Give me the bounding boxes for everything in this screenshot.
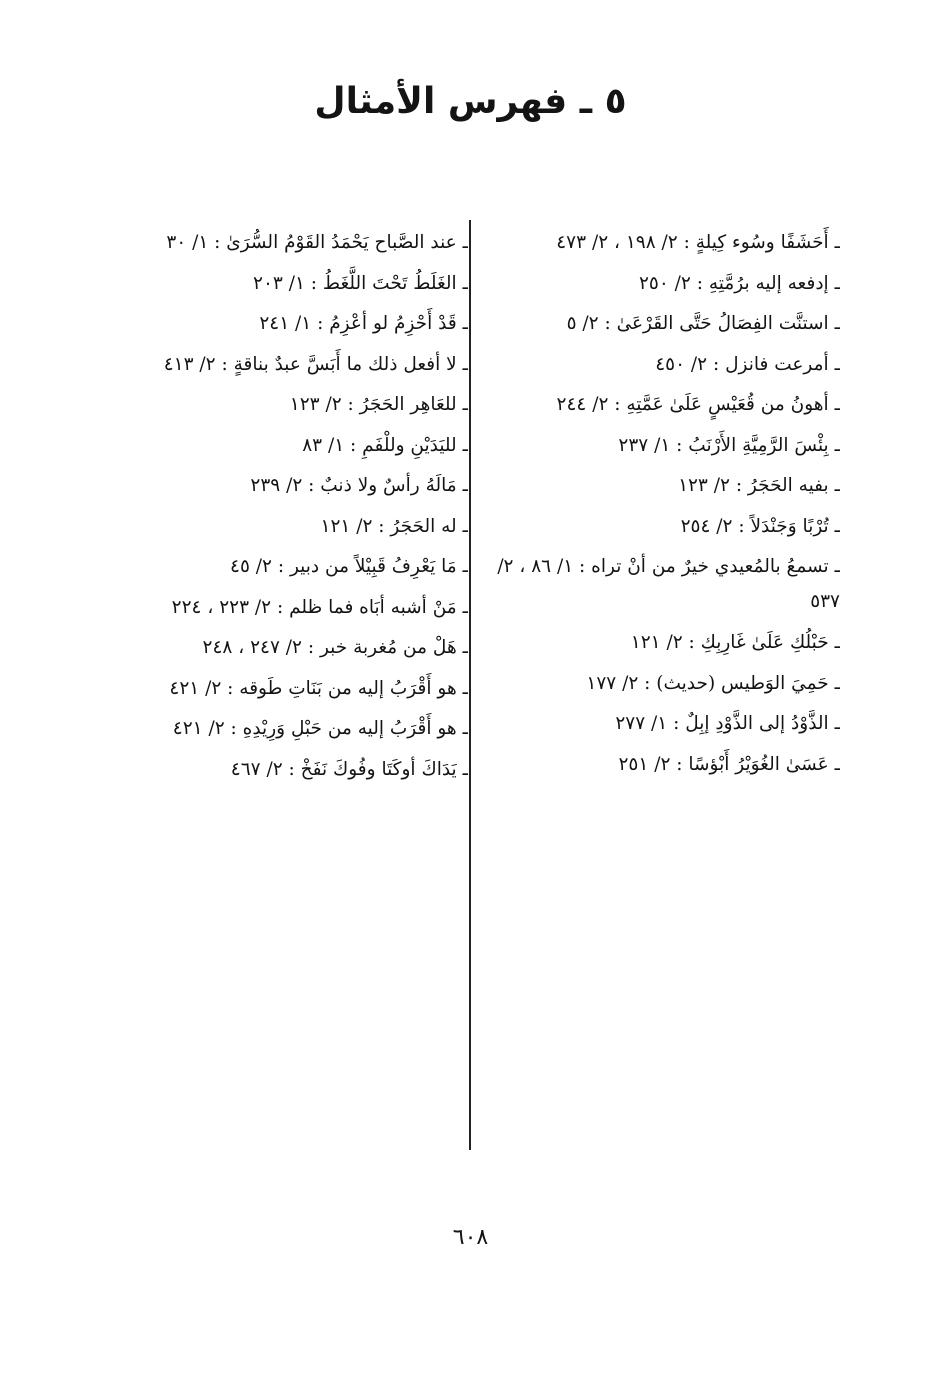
index-entry: ـ حَبْلُكِ عَلَىٰ غَارِبِكِ : ٢/ ١٢١: [630, 632, 840, 653]
index-entry: ـ تُرْبًا وَجَنْدَلاً : ٢/ ٢٥٤: [680, 515, 840, 537]
index-entry: ـ للعَاهِر الحَجَرُ : ٢/ ١٢٣: [289, 394, 468, 415]
index-entry: ـ مَنْ أشبه أبَاه فما ظلم : ٢/ ٢٢٣ ، ٢٢٤: [171, 596, 468, 618]
index-entry: ـ إدفعه إليه برُمَّتِهِ : ٢/ ٢٥٠: [638, 272, 840, 294]
index-entry: ـ عند الصَّباح يَحْمَدُ القَوْمُ السُّرَىٰ : ١/ ٣٠: [166, 232, 468, 253]
index-entry: ـ تسمعُ بالمُعيدي خيرٌ من أنْ تراه : ١/ ٨٦ ، ٢/ ٥٣٧: [497, 556, 840, 612]
index-entry: ـ أَحَشَفًا وسُوء كِيلةٍ : ٢/ ١٩٨ ، ٢/ ٤٧٣: [556, 232, 840, 253]
index-entry: ـ بِئْسَ الرَّمِيَّةِ الأَرْنَبُ : ١/ ٢٣٧: [618, 434, 840, 456]
index-entry: ـ هو أَقْرَبُ إليه من بَنَاتِ طَوقه : ٢/ ٤٢١: [169, 677, 468, 699]
index-column-right: [476, 223, 840, 785]
index-entry: ـ مَا يَعْرِفُ قَبِيْلاً من دبير : ٢/ ٤٥: [230, 556, 468, 577]
index-entry: ـ هو أَقْرَبُ إليه من حَبْلِ وَرِيْدِهِ : ٢/ ٤٢١: [172, 718, 468, 739]
index-entry: ـ هَلْ من مُغربة خبر : ٢/ ٢٤٧ ، ٢٤٨: [202, 637, 468, 658]
index-entry: ـ لا أفعل ذلك ما أَبَسَّ عبدٌ بناقةٍ : ٢/ ٤١٣: [163, 353, 468, 375]
index-entry: ـ له الحَجَرُ : ٢/ ١٢١: [320, 515, 468, 537]
index-entry: ـ بفيه الحَجَرُ : ٢/ ١٢٣: [678, 475, 840, 496]
page-number: ٦٠٨: [452, 1225, 489, 1250]
index-entry: ـ أمرعت فانزل : ٢/ ٤٥٠: [655, 353, 840, 375]
page-title: ٥ ـ فهرس الأمثال: [314, 81, 627, 122]
index-entry: ـ مَالَهُ رأسٌ ولا ذنبٌ : ٢/ ٢٣٩: [250, 475, 468, 496]
index-entry: ـ استنَّت الفِصَالُ حَتَّى القَرْعَىٰ : ٢/ ٥: [566, 313, 840, 334]
index-entry: ـ عَسَىٰ الغُوَيْرُ أَبْؤسًا : ٢/ ٢٥١: [618, 753, 840, 775]
index-entry: ـ أهونُ من قُعَيْسٍ عَلَىٰ عَمَّتِهِ : ٢/ ٢٤٤: [556, 394, 840, 415]
column-divider: [469, 220, 471, 1150]
index-entry: ـ حَمِيَ الوَطيس (حديث) : ٢/ ١٧٧: [586, 672, 840, 694]
index-entry: ـ لليَدَيْنِ وللْفَمِ : ١/ ٨٣: [302, 434, 468, 456]
index-entry: ـ يَدَاكَ أوكَتَا وفُوكَ نَفَخْ : ٢/ ٤٦٧: [230, 758, 468, 780]
index-entry: ـ الذَّوْدُ إلى الذَّوْدِ إبِلٌ : ١/ ٢٧٧: [615, 713, 840, 734]
index-entry: ـ قَدْ أَحْزِمُ لو أعْزِمُ : ١/ ٢٤١: [259, 313, 468, 334]
index-entry: ـ الغَلَطُ تَحْتَ اللَّغَطُ : ١/ ٢٠٣: [253, 272, 468, 294]
index-column-left: [130, 223, 468, 790]
